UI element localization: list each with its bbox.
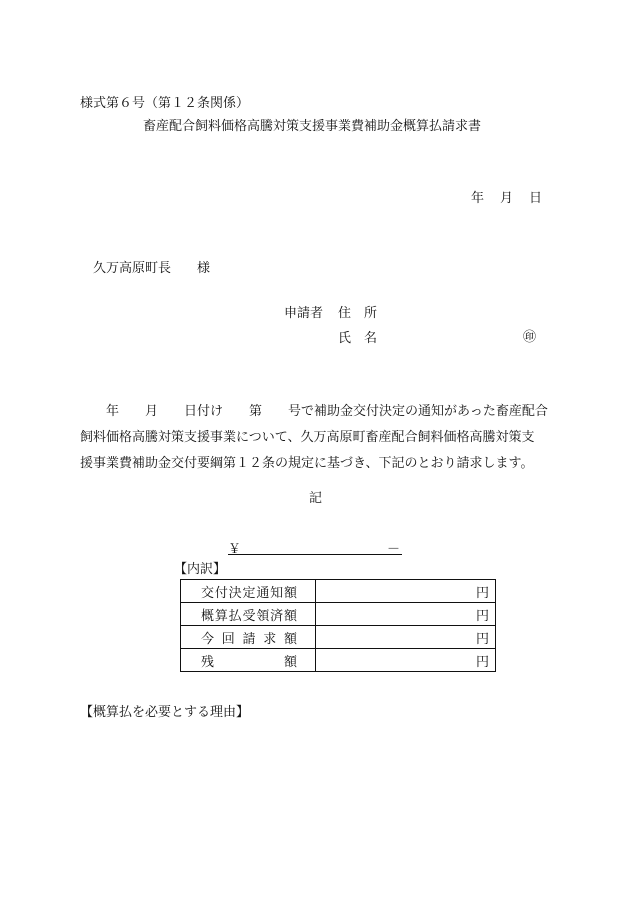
document-title: 畜産配合飼料価格高騰対策支援事業費補助金概算払請求書: [143, 119, 482, 134]
row-value-cell: [316, 603, 496, 626]
form-number: 様式第６号（第１２条関係）: [80, 96, 250, 111]
row-value-cell: [316, 649, 496, 672]
row-label: 概算払受領済額: [201, 608, 297, 624]
row-value-cell: [316, 580, 496, 603]
request-body: [80, 399, 550, 477]
addressee-honorific: 様: [197, 261, 211, 276]
body-line: 援事業費補助金交付要綱第１２条の規定に基づき、下記のとおり請求します。: [80, 456, 534, 471]
date-day: 日: [529, 191, 543, 206]
row-value-cell: [316, 626, 496, 649]
body-line: 飼料価格高騰対策支援事業について、久万高原町畜産配合飼料価格高騰対策支: [80, 430, 535, 445]
date-line: [471, 192, 542, 205]
yen-mark: ￥: [228, 542, 242, 557]
breakdown-label: 【内訳】: [174, 562, 227, 577]
row-label: 交付決定通知額: [201, 585, 297, 601]
yen-unit: 円: [475, 608, 489, 624]
yen-unit: 円: [475, 585, 489, 601]
addressee: [93, 262, 210, 275]
date-month: 月: [500, 191, 514, 206]
table-row: [181, 580, 496, 603]
row-label-cell: [181, 626, 316, 649]
table-row: [181, 626, 496, 649]
row-label: 残額: [201, 654, 297, 670]
date-year: 年: [471, 191, 485, 206]
row-label: 今回請求額: [201, 631, 297, 647]
seal-mark: ㊞: [523, 330, 537, 345]
row-label-cell: [181, 580, 316, 603]
amount-dash: －: [386, 542, 400, 557]
yen-unit: 円: [475, 654, 489, 670]
table-row: [181, 649, 496, 672]
row-label-cell: [181, 649, 316, 672]
address-label: 住 所: [338, 306, 378, 321]
addressee-name: 久万高原町長: [93, 261, 172, 276]
ki-heading: 記: [309, 491, 323, 506]
name-label: 氏 名: [338, 331, 378, 346]
breakdown-table: [180, 579, 496, 672]
row-label-cell: [181, 603, 316, 626]
applicant-label: 申請者: [284, 306, 324, 321]
reason-heading: 【概算払を必要とする理由】: [80, 705, 250, 720]
amount-line: [228, 538, 402, 555]
yen-unit: 円: [475, 631, 489, 647]
body-line: 年 月 日付け 第 号で補助金交付決定の通知があった畜産配合: [80, 404, 548, 419]
table-row: [181, 603, 496, 626]
